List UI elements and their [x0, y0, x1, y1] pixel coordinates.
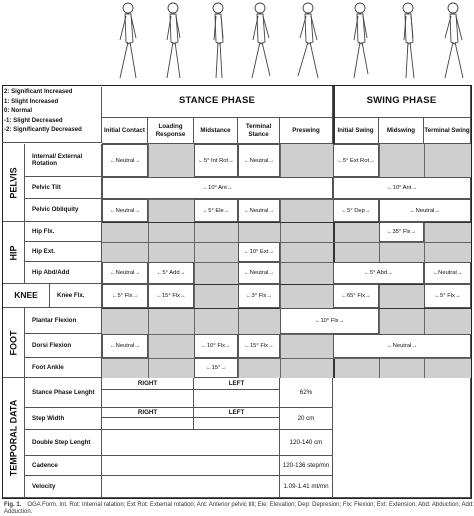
- row-label-hip-abd-add: Hip Abd/Add: [25, 262, 102, 284]
- temporal-cadence-space: [102, 456, 280, 476]
- value-rotation-initial-contact: ←Neutral→: [102, 144, 148, 177]
- legend-item: 2: Significant Increased: [4, 88, 73, 95]
- value-rotation-midstance: ←5° Int Rot→: [194, 144, 238, 177]
- subphase-initial-swing: Initial Swing: [333, 118, 379, 144]
- value-obliquity-initial-contact: ←Neutral→: [102, 199, 148, 222]
- row-label-step-width: Step Width: [25, 408, 102, 430]
- subphase-midswing: Midswing: [379, 118, 424, 144]
- subphase-terminal-swing: Terminal Swing: [424, 118, 471, 144]
- value-obliquity-terminal-stance: ←Neutral→: [238, 199, 280, 222]
- value-plantar-preswing: ←10° Flx→: [280, 308, 379, 334]
- subphase-loading-response: Loading Response: [148, 118, 194, 144]
- swing-phase-header: SWING PHASE: [333, 86, 471, 118]
- value-knee-initial-contact: ←5° Flx→: [102, 284, 148, 308]
- value-rotation-initial-swing: ←5° Ext Rot→: [333, 144, 379, 177]
- value-knee-initial-swing: ←65° Flx→: [333, 284, 379, 308]
- row-label-dorsi-flexion: Dorsi Flexion: [25, 334, 102, 358]
- legend-box: [2, 87, 102, 143]
- temporal-double-step-space: [102, 430, 280, 456]
- row-label-hip-flx: Hip Flx.: [25, 222, 102, 242]
- legend-item: 0: Normal: [4, 107, 33, 115]
- caption-label: Fig. 1.: [4, 502, 22, 508]
- value-hip-ext-terminal-stance: ←10° Ext→: [238, 242, 280, 262]
- value-obliquity-midstance: ←5° Ele→: [194, 199, 238, 222]
- subphase-terminal-stance: Terminal Stance: [238, 118, 280, 144]
- value-dorsi-midstance: ←10° Flx→: [194, 334, 238, 358]
- value-hip-abd-initial-contact: ←Neutral→: [102, 262, 148, 284]
- temporal-right-label: RIGHT: [102, 378, 194, 390]
- group-temporal: TEMPORAL DATA: [3, 378, 25, 498]
- row-divider: [102, 358, 471, 359]
- row-label-double-step: Double Step Lenght: [25, 430, 102, 456]
- row-label-stance-length: Stance Phase Lenght: [25, 378, 102, 408]
- row-label-pelvic-tilt: Pelvic Tilt: [25, 177, 102, 199]
- legend-item: -1: Slight Decreased: [4, 116, 63, 124]
- temporal-left-stance: [194, 390, 280, 408]
- group-foot: FOOT: [3, 308, 25, 378]
- value-hip-abd-loading-response: ←5° Add→: [148, 262, 194, 284]
- subphase-initial-contact: Initial Contact: [102, 118, 148, 144]
- row-divider: [102, 242, 471, 243]
- value-double-step: 120-140 cm: [280, 430, 333, 456]
- value-knee-terminal-swing: ←5° Flx→: [424, 284, 471, 308]
- value-foot-ankle-midstance: ←15°→: [194, 358, 238, 378]
- value-obliquity-initial-swing: ←5° Dep→: [333, 199, 379, 222]
- row-label-foot-ankle: Foot Ankle: [25, 358, 102, 378]
- row-label-velocity: Velocity: [25, 476, 102, 498]
- value-knee-terminal-stance: ←3° Flx→: [238, 284, 280, 308]
- value-knee-loading-response: ←15° Flx→: [148, 284, 194, 308]
- value-dorsi-midswing: ←Neutral→: [333, 334, 471, 358]
- figure-caption: [4, 502, 474, 516]
- temporal-right-stance: [102, 390, 194, 408]
- temporal-velocity-space: [102, 476, 280, 498]
- row-label-knee-flx: Knee Flx.: [50, 284, 102, 308]
- group-pelvis: PELVIS: [3, 144, 25, 222]
- row-label-pelvis-rotation: Internal/ External Rotation: [25, 144, 102, 177]
- caption-text: OGA Form. Int. Rot: Internal ratation; Ext Rot: External rotation; Ant: Anterior pelvic tilt; Ele: Elevation; Dep: Depresion; Flx: Flexion; Ext: Extension; Abd: Abduction; Add: Adduction.: [4, 502, 474, 515]
- group-hip: HIP: [3, 222, 25, 284]
- value-hip-abd-midswing: ←5° Abd→: [333, 262, 424, 284]
- temporal-swing-blank: [333, 378, 471, 498]
- value-dorsi-initial-contact: ←Neutral→: [102, 334, 148, 358]
- row-label-plantar-flexion: Plantar Flexion: [25, 308, 102, 334]
- stance-phase-header: STANCE PHASE: [102, 86, 333, 118]
- value-step-width: 20 cm: [280, 408, 333, 430]
- temporal-right-width: [102, 418, 194, 430]
- legend-item: 1: Slight Increased: [4, 97, 59, 105]
- group-knee: KNEE: [3, 284, 50, 308]
- value-dorsi-terminal-stance: ←15° Flx→: [238, 334, 280, 358]
- row-label-hip-ext: Hip Ext.: [25, 242, 102, 262]
- row-label-pelvic-obliquity: Pelvic Obliquity: [25, 199, 102, 222]
- legend-item: -2: Significantly Decreased: [4, 126, 82, 134]
- subphase-midstance: Midstance: [194, 118, 238, 144]
- value-rotation-terminal-stance: ←Neutral→: [238, 144, 280, 177]
- value-velocity: 1.09-1.41 mt/mn: [280, 476, 333, 498]
- temporal-left-label: LEFT: [194, 378, 280, 390]
- gait-figures-illustration: [100, 0, 474, 84]
- value-tilt-swing: ←10° Ant→: [333, 177, 471, 199]
- value-hip-flx-midswing: ←35° Flx→: [379, 222, 424, 242]
- walking-silhouettes: [100, 0, 474, 84]
- row-label-cadence: Cadence: [25, 456, 102, 476]
- temporal-left-label-2: LEFT: [194, 408, 280, 418]
- value-obliquity-terminal-swing: ←Neutral→: [379, 199, 471, 222]
- value-hip-abd-terminal-swing: ←Neutral→: [424, 262, 471, 284]
- value-tilt-stance: ←10° Ant→: [102, 177, 333, 199]
- value-stance-length: 62%: [280, 378, 333, 408]
- temporal-left-width: [194, 418, 280, 430]
- value-cadence: 120-136 step/mn: [280, 456, 333, 476]
- temporal-right-label-2: RIGHT: [102, 408, 194, 418]
- subphase-preswing: Preswing: [280, 118, 333, 144]
- value-hip-abd-terminal-stance: ←Neutral→: [238, 262, 280, 284]
